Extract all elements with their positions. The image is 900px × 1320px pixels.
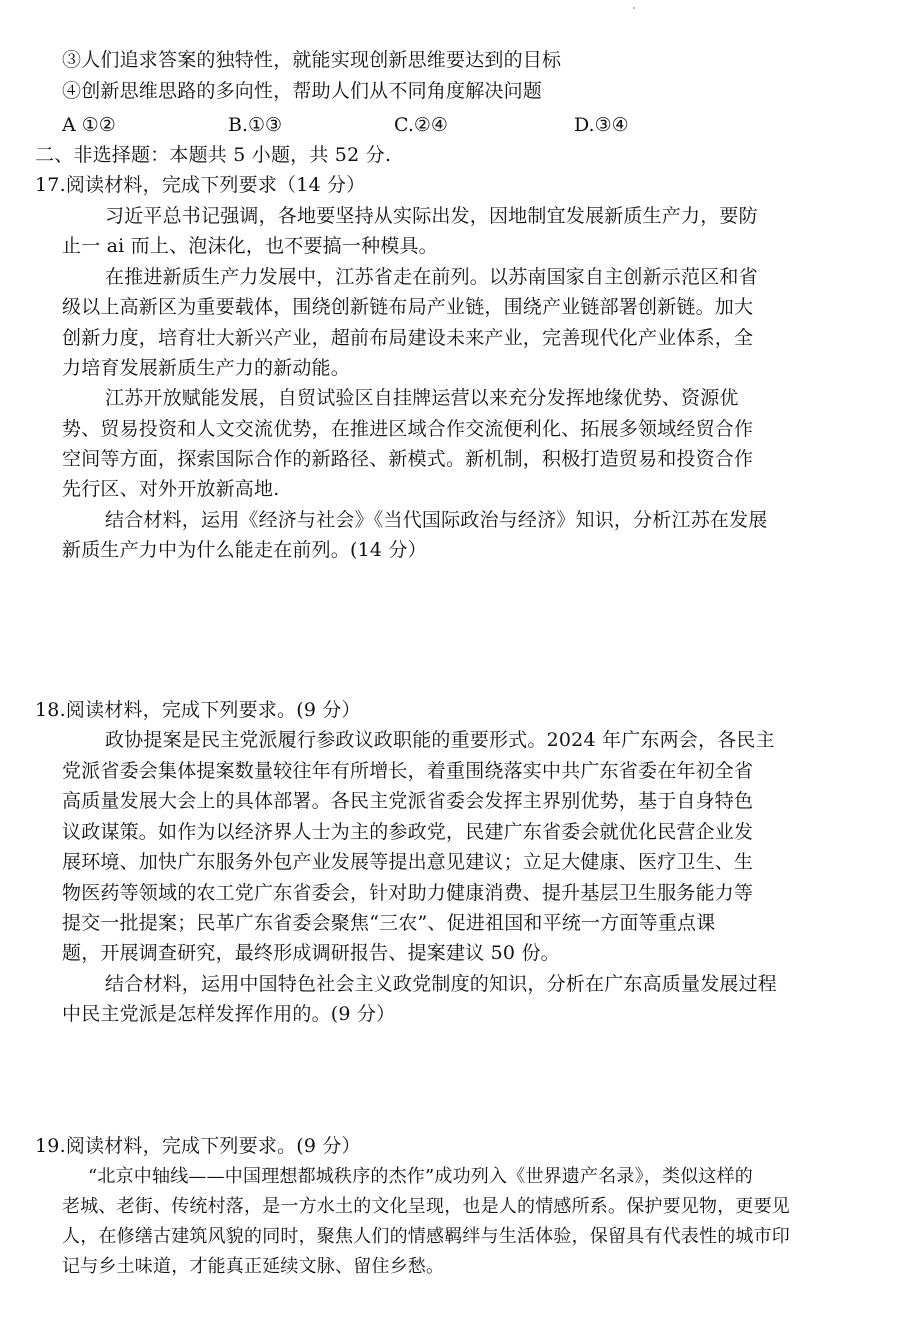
q16-item-4: ④创新思维思路的多向性，帮助人们从不同角度解决问题: [62, 80, 543, 102]
q18-text-line: 议政谋策。如作为以经济界人士为主的参政党，民建广东省委会就优化民营企业发: [62, 821, 754, 843]
q17-text-line: 级以上高新区为重要载体，围绕创新链布局产业链，围绕产业链部署创新链。加大: [62, 296, 754, 318]
q17-text-line: 在推进新质生产力发展中，江苏省走在前列。以苏南国家自主创新示范区和省: [105, 266, 758, 288]
scan-speck: [633, 7, 635, 9]
section-heading-nonchoice: 二、非选择题：本题共 5 小题，共 52 分.: [35, 144, 392, 166]
q16-option-b: B.①③: [228, 114, 283, 136]
q17-question-line: 结合材料，运用《经济与社会》《当代国际政治与经济》知识，分析江苏在发展: [105, 509, 768, 531]
q18-text-line: 高质量发展大会上的具体部署。各民主党派省委会发挥主界别优势，基于自身特色: [62, 790, 754, 812]
q17-text-line: 力培育发展新质生产力的新动能。: [62, 357, 351, 379]
q17-text-line: 止一 ai 而上、泡沫化，也不要搞一种模具。: [62, 235, 438, 257]
q16-option-d: D.③④: [574, 114, 629, 136]
q19-text-line: 记与乡土味道，才能真正延续文脉、留住乡愁。: [62, 1256, 445, 1277]
q17-text-line: 习近平总书记强调，各地要坚持从实际出发，因地制宜发展新质生产力，要防: [105, 205, 758, 227]
q19-text-line: 人，在修缮古建筑风貌的同时，聚焦人们的情感羁绊与生活体验，保留具有代表性的城市印: [62, 1226, 790, 1247]
q17-text-line: 创新力度，培育壮大新兴产业，超前布局建设未来产业，完善现代化产业体系，全: [62, 327, 754, 349]
q18-question-line: 中民主党派是怎样发挥作用的。(9 分）: [62, 1003, 396, 1025]
q16-option-c: C.②④: [394, 114, 448, 136]
q17-text-line: 空间等方面，探索国际合作的新路径、新模式。新机制，积极打造贸易和投资合作: [62, 448, 754, 470]
q17-text-line: 势、贸易投资和人文交流优势，在推进区域合作交流便利化、拓展多领域经贸合作: [62, 418, 754, 440]
q18-heading: 18.阅读材料，完成下列要求。(9 分）: [35, 699, 361, 721]
q17-text-line: 江苏开放赋能发展，自贸试验区自挂牌运营以来充分发挥地缘优势、资源优: [105, 387, 739, 409]
q19-heading: 19.阅读材料，完成下列要求。(9 分）: [35, 1135, 361, 1157]
q19-text-line: 老城、老街、传统村落，是一方水土的文化呈现，也是人的情感所系。保护要见物，更要见: [62, 1196, 790, 1217]
q18-text-line: 物医药等领域的农工党广东省委会，针对助力健康消费、提升基层卫生服务能力等: [62, 882, 754, 904]
q16-option-a: A ①②: [62, 114, 116, 136]
q17-question-line: 新质生产力中为什么能走在前列。(14 分）: [62, 539, 427, 561]
q17-heading: 17.阅读材料，完成下列要求（14 分）: [35, 174, 366, 196]
q18-text-line: 题，开展调查研究，最终形成调研报告、提案建议 50 份。: [62, 942, 560, 964]
q18-text-line: 党派省委会集体提案数量较往年有所增长，着重围绕落实中共广东省委在年初全省: [62, 760, 754, 782]
q18-text-line: 政协提案是民主党派履行参政议政职能的重要形式。2024 年广东两会，各民主: [105, 729, 775, 751]
q18-text-line: 提交一批提案；民革广东省委会聚焦“三农”、促进祖国和平统一方面等重点课: [62, 912, 716, 934]
q17-text-line: 先行区、对外开放新高地.: [62, 478, 280, 500]
q19-text-line: “北京中轴线——中国理想都城秩序的杰作”成功列入《世界遗产名录》，类似这样的: [88, 1166, 754, 1187]
q16-item-3: ③人们追求答案的独特性，就能实现创新思维要达到的目标: [62, 49, 562, 71]
q18-text-line: 展环境、加快广东服务外包产业发展等提出意见建议；立足大健康、医疗卫生、生: [62, 851, 754, 873]
q18-question-line: 结合材料，运用中国特色社会主义政党制度的知识，分析在广东高质量发展过程: [105, 973, 778, 995]
